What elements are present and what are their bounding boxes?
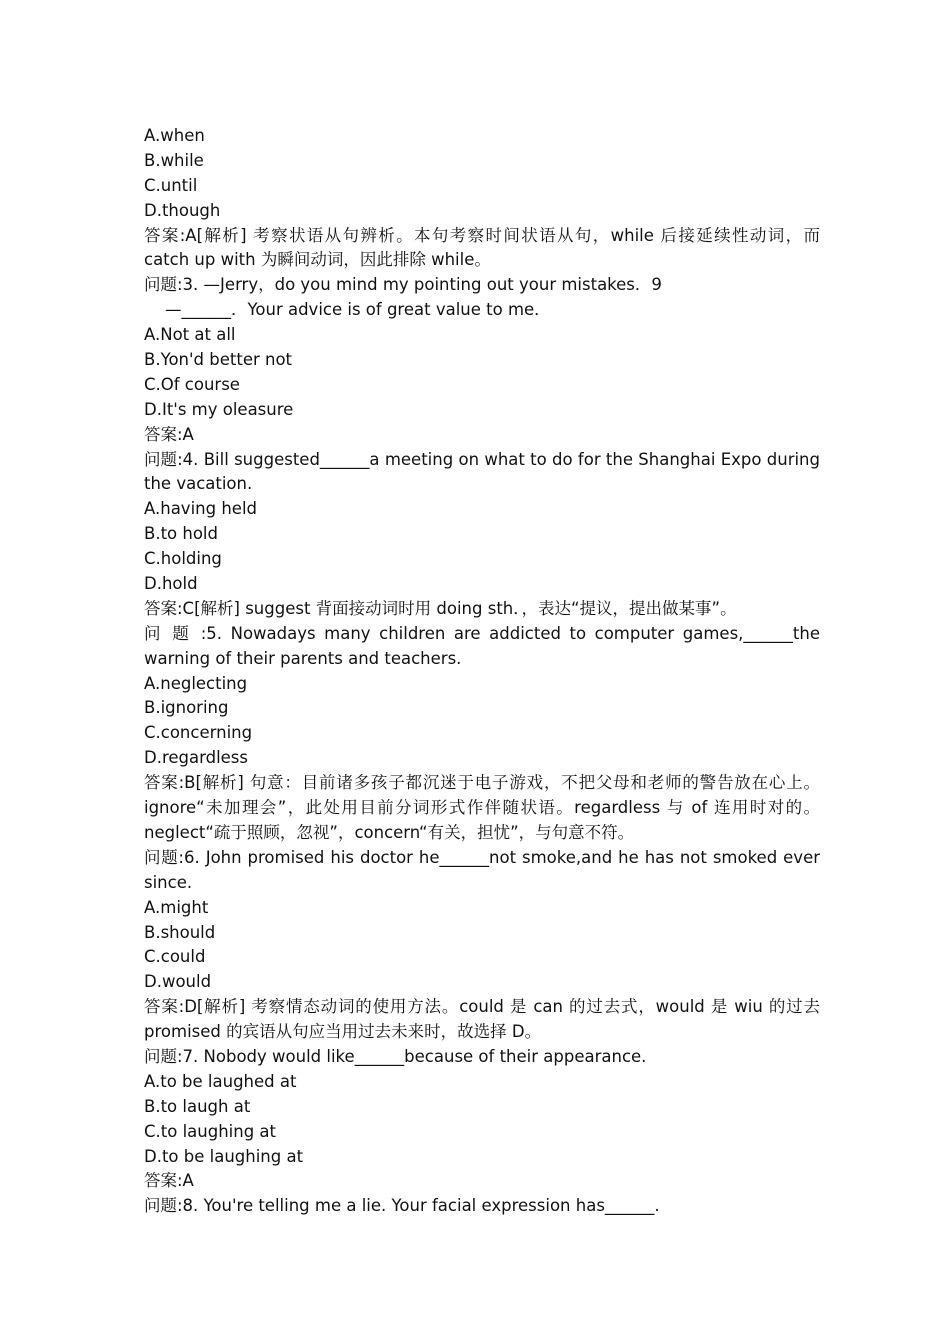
question-6: 问题:6. John promised his doctor he______not smoke,and he has not smoked ever	[144, 847, 820, 867]
option-a: A.neglecting	[144, 673, 248, 693]
answer-explanation-cont: neglect“疏于照顾，忽视”，concern“有关，担忧”，与句意不符。	[144, 822, 635, 842]
answer: 答案:A	[144, 424, 194, 444]
question-7: 问题:7. Nobody would like______because of their appearance.	[144, 1046, 647, 1066]
document-page	[144, 124, 820, 1219]
question-5: 问 题 :5. Nowadays many children are addicted to computer games,______the	[144, 623, 820, 643]
option-c: C.until	[144, 175, 198, 195]
answer-explanation-cont: promised 的宾语从句应当用过去未来时，故选择 D。	[144, 1022, 542, 1042]
option-a: A.having held	[144, 499, 258, 519]
question-3-cont: —______．Your advice is of great value to me．	[165, 300, 551, 320]
question-8: 问题:8. You're telling me a lie. Your facial expression has______.	[144, 1196, 660, 1216]
answer-explanation: 答案:C[解析] suggest 背面接动词时用 doing sth．，表达“提议，提出做某事”。	[144, 598, 737, 618]
answer-explanation-cont: ignore“未加理会”，此处用目前分词形式作伴随状语。regardless 与 of 连用时对的。	[144, 798, 820, 818]
answer-explanation: 答案:A[解析] 考察状语从句辨析。本句考察时间状语从句，while 后接延续性动词，而	[144, 225, 820, 245]
option-c: C.concerning	[144, 723, 253, 743]
question-5-cont: warning of their parents and teachers.	[144, 648, 462, 668]
question-4-cont: the vacation.	[144, 474, 253, 494]
answer-explanation-cont: catch up with 为瞬间动词，因此排除 while。	[144, 250, 491, 270]
answer: 答案:A	[144, 1171, 194, 1191]
option-c: C.to laughing at	[144, 1121, 276, 1141]
option-b: B.should	[144, 922, 216, 942]
question-4: 问题:4. Bill suggested______a meeting on what to do for the Shanghai Expo during	[144, 449, 820, 469]
option-c: C.could	[144, 947, 206, 967]
option-a: A.to be laughed at	[144, 1071, 297, 1091]
option-a: A.might	[144, 897, 209, 917]
question-3: 问题:3. —Jerry，do you mind my pointing out your mistakes．9	[144, 275, 662, 295]
option-a: A.when	[144, 126, 205, 145]
option-b: B.to laugh at	[144, 1096, 251, 1116]
question-6-cont: since.	[144, 872, 193, 892]
option-d: D.to be laughing at	[144, 1146, 304, 1166]
answer-explanation: 答案:D[解析] 考察情态动词的使用方法。could 是 can 的过去式，would 是 wiu 的过去	[144, 997, 820, 1017]
option-d: D.regardless	[144, 748, 249, 768]
option-d: D.though	[144, 200, 221, 220]
option-c: C.Of course	[144, 374, 240, 394]
option-d: D.It's my oleasure	[144, 399, 294, 419]
option-b: B.ignoring	[144, 698, 229, 718]
option-c: C.holding	[144, 549, 222, 569]
option-b: B.Yon'd better not	[144, 350, 293, 370]
option-a: A.Not at all	[144, 325, 236, 345]
option-d: D.hold	[144, 574, 198, 594]
option-d: D.would	[144, 972, 212, 992]
option-b: B.to hold	[144, 524, 218, 544]
answer-explanation: 答案:B[解析] 句意：目前诸多孩子都沉迷于电子游戏，不把父母和老师的警告放在心上。	[144, 773, 820, 793]
option-b: B.while	[144, 150, 204, 170]
